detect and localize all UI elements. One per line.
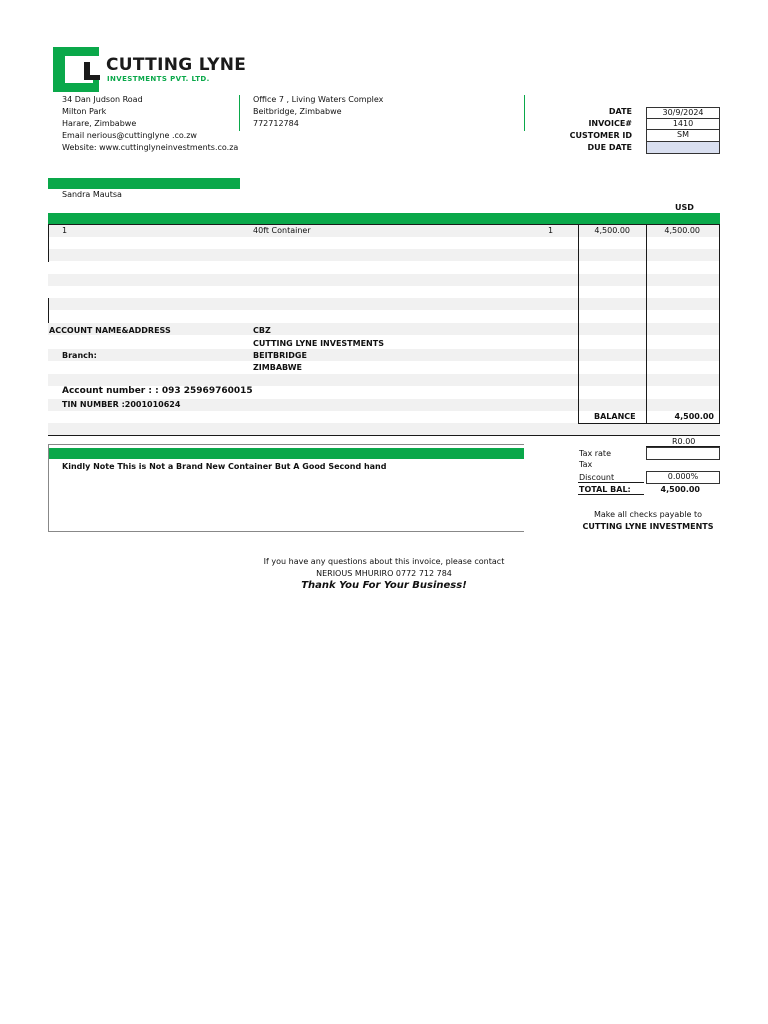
branch-address-line-1: Office 7 , Living Waters Complex [253,95,384,104]
branch-label: Branch: [62,351,97,360]
items-header-bar [48,213,720,224]
payable-line-1: Make all checks payable to [593,510,703,519]
row-band [48,349,720,361]
row-band [48,298,720,310]
tax-label: Tax [579,460,593,469]
footer-thanks: Thank You For Your Business! [301,580,467,591]
total-balance-label: TOTAL BAL: [579,485,631,494]
payable-line-2: CUTTING LYNE INVESTMENTS [582,522,714,531]
tax-rate-input[interactable] [646,447,720,460]
row-band [48,274,720,286]
item-number: 1 [62,226,68,235]
item-description: 40ft Container [253,226,311,235]
total-balance-underline [578,494,644,495]
tax-rate-label: Tax rate [579,449,611,458]
invoice-label: INVOICE# [588,119,632,128]
bill-to-bar [48,178,240,189]
discount-value: 0.000% [646,471,720,484]
company-name: CUTTING LYNE [106,55,247,75]
bank-name: CBZ [253,326,271,335]
bank-branch: BEITBRIDGE [253,351,307,360]
table-right-border [719,224,720,424]
invoice-value: 1410 [646,118,720,130]
discount-label: Discount [579,473,615,482]
company-address-line-3: Harare, Zimbabwe [62,119,137,128]
item-unit-price: 4,500.00 [594,226,630,235]
unit-price-divider [578,224,579,424]
total-balance-value: 4,500.00 [660,485,700,494]
item-quantity: 1 [548,226,554,235]
bank-country: ZIMBABWE [253,363,302,372]
date-label: DATE [608,107,632,116]
footer-contact-name: NERIOUS MHURIRO 0772 712 784 [316,569,452,578]
notes-box-top [48,444,524,445]
company-address-line-1: 34 Dan Judson Road [62,95,143,104]
due-date-label: DUE DATE [587,143,632,152]
customer-id-label: CUSTOMER ID [569,131,632,140]
branch-phone: 772712784 [253,119,299,128]
tin-number: TIN NUMBER :2001010624 [62,400,181,409]
table-footer-line [48,435,720,436]
table-left-border-lower [48,298,49,323]
discount-underline [578,482,644,483]
table-bottom-line [578,423,720,424]
logo-mark-stroke-h-icon [84,75,100,80]
company-address-line-2: Milton Park [62,107,107,116]
company-email: Email nerious@cuttinglyne .co.zw [62,131,197,140]
balance-value: 4,500.00 [674,412,714,421]
bank-account-name: CUTTING LYNE INVESTMENTS [253,339,384,348]
company-logo [53,47,247,93]
date-value: 30/9/2024 [646,107,720,119]
subtotal-r: R0.00 [672,437,696,446]
header-divider-2 [524,95,525,131]
account-name-address-label: ACCOUNT NAME&ADDRESS [49,326,171,335]
currency-label: USD [675,203,694,212]
balance-label: BALANCE [594,412,636,421]
row-band [48,423,720,435]
customer-name: Sandra Mautsa [62,190,122,199]
company-subname: INVESTMENTS PVT. LTD. [107,75,210,83]
row-band [48,374,720,386]
branch-address-line-2: Beitbridge, Zimbabwe [253,107,342,116]
header-divider-1 [239,95,240,131]
account-number: Account number : : 093 25969760015 [62,386,253,396]
item-total: 4,500.00 [664,226,700,235]
notes-header-bar [48,448,524,459]
row-band [48,249,720,261]
customer-id-value: SM [646,129,720,142]
notes-box-bottom [48,531,524,532]
company-website: Website: www.cuttinglyneinvestments.co.za [62,143,239,152]
table-left-border [48,224,49,262]
notes-box-left [48,444,49,532]
footer-contact-line: If you have any questions about this invoice, please contact [263,557,505,566]
total-divider [646,224,647,424]
notes-text: Kindly Note This is Not a Brand New Container But A Good Second hand [62,462,387,471]
due-date-value [646,141,720,154]
